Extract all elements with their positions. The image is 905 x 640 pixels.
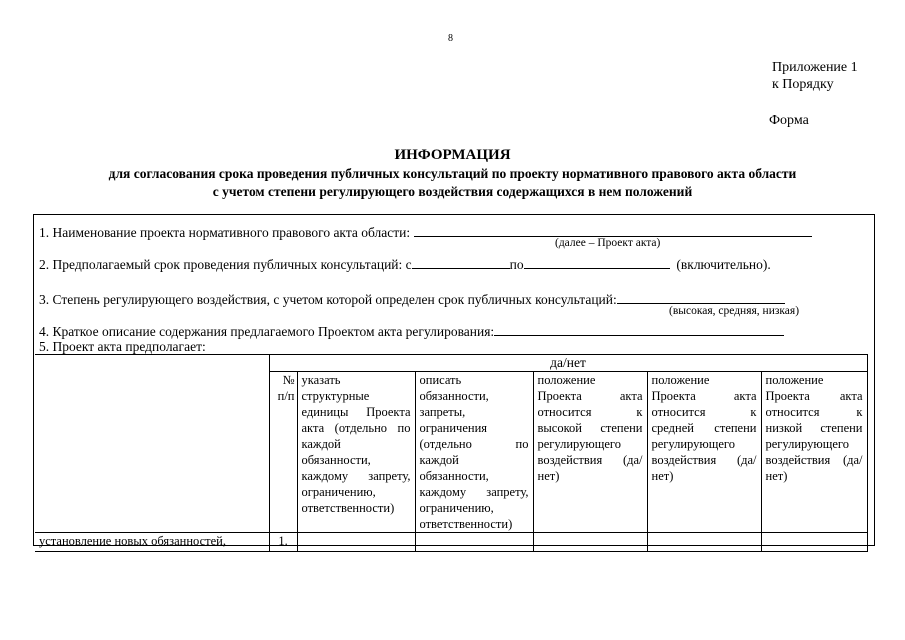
item-5: 5. Проект акта предполагает: — [39, 339, 206, 354]
doc-subtitle-1: для согласования срока проведения публичных консультаций по проекту нормативного правового акта области — [108, 166, 797, 181]
item-3-field[interactable] — [617, 290, 785, 304]
item-4-label: 4. Краткое описание содержания предлагаемого Проектом акта регулирования: — [39, 324, 495, 339]
item-3-label: 3. Степень регулирующего воздействия, с учетом которой определен срок публичных консультаций: — [39, 292, 617, 307]
item-4-field[interactable] — [494, 322, 784, 336]
item-2-end-field[interactable] — [524, 255, 670, 269]
item-1-field[interactable] — [414, 223, 812, 237]
row-num: 1. — [269, 533, 297, 552]
row-cell-4[interactable] — [647, 533, 761, 552]
row-label: установление новых обязанностей, — [35, 533, 269, 552]
col-header-obligations: описать обязанности, запреты, ограничения (отдельно по каждой обязанности, каждому запрету, ограничению, ответственности) — [415, 372, 533, 533]
item-1-note: (далее – Проект акта) — [555, 237, 661, 249]
row-cell-5[interactable] — [761, 533, 867, 552]
appendix-line1: Приложение 1 — [772, 60, 858, 75]
form-label: Форма — [769, 113, 809, 128]
appendix-line2: к Порядку — [772, 77, 834, 92]
table-corner-cell — [35, 355, 269, 533]
row-cell-3[interactable] — [533, 533, 647, 552]
item-1 — [39, 223, 812, 241]
item-2-suffix: (включительно). — [676, 257, 771, 272]
table-header-yesno: да/нет — [269, 355, 867, 372]
item-1-label: 1. Наименование проекта нормативного правового акта области: — [39, 225, 411, 240]
col-header-high-impact: положение Проекта акта относится к высокой степени регулирующего воздействия (да/нет) — [533, 372, 647, 533]
item-2-label: 2. Предполагаемый срок проведения публичных консультаций: с — [39, 257, 412, 272]
col-header-num: № п/п — [269, 372, 297, 533]
col-header-low-impact: положение Проекта акта относится к низкой степени регулирующего воздействия (да/нет) — [761, 372, 867, 533]
regulation-table — [35, 354, 868, 552]
item-3-note: (высокая, средняя, низкая) — [669, 305, 800, 317]
page-number: 8 — [448, 33, 453, 44]
item-2 — [39, 255, 771, 273]
item-2-start-field[interactable] — [412, 255, 510, 269]
item-4 — [39, 322, 784, 340]
row-cell-1[interactable] — [297, 533, 415, 552]
doc-subtitle-2: с учетом степени регулирующего воздействия содержащихся в нем положений — [212, 184, 693, 199]
col-header-medium-impact: положение Проекта акта относится к средней степени регулирующего воздействия (да/нет) — [647, 372, 761, 533]
row-cell-2[interactable] — [415, 533, 533, 552]
item-2-mid: по — [509, 257, 524, 272]
col-header-structural-units: указать структурные единицы Проекта акта (отдельно по каждой обязанности, каждому запрету, ограничению, ответственности) — [297, 372, 415, 533]
doc-title: ИНФОРМАЦИЯ — [394, 147, 511, 163]
